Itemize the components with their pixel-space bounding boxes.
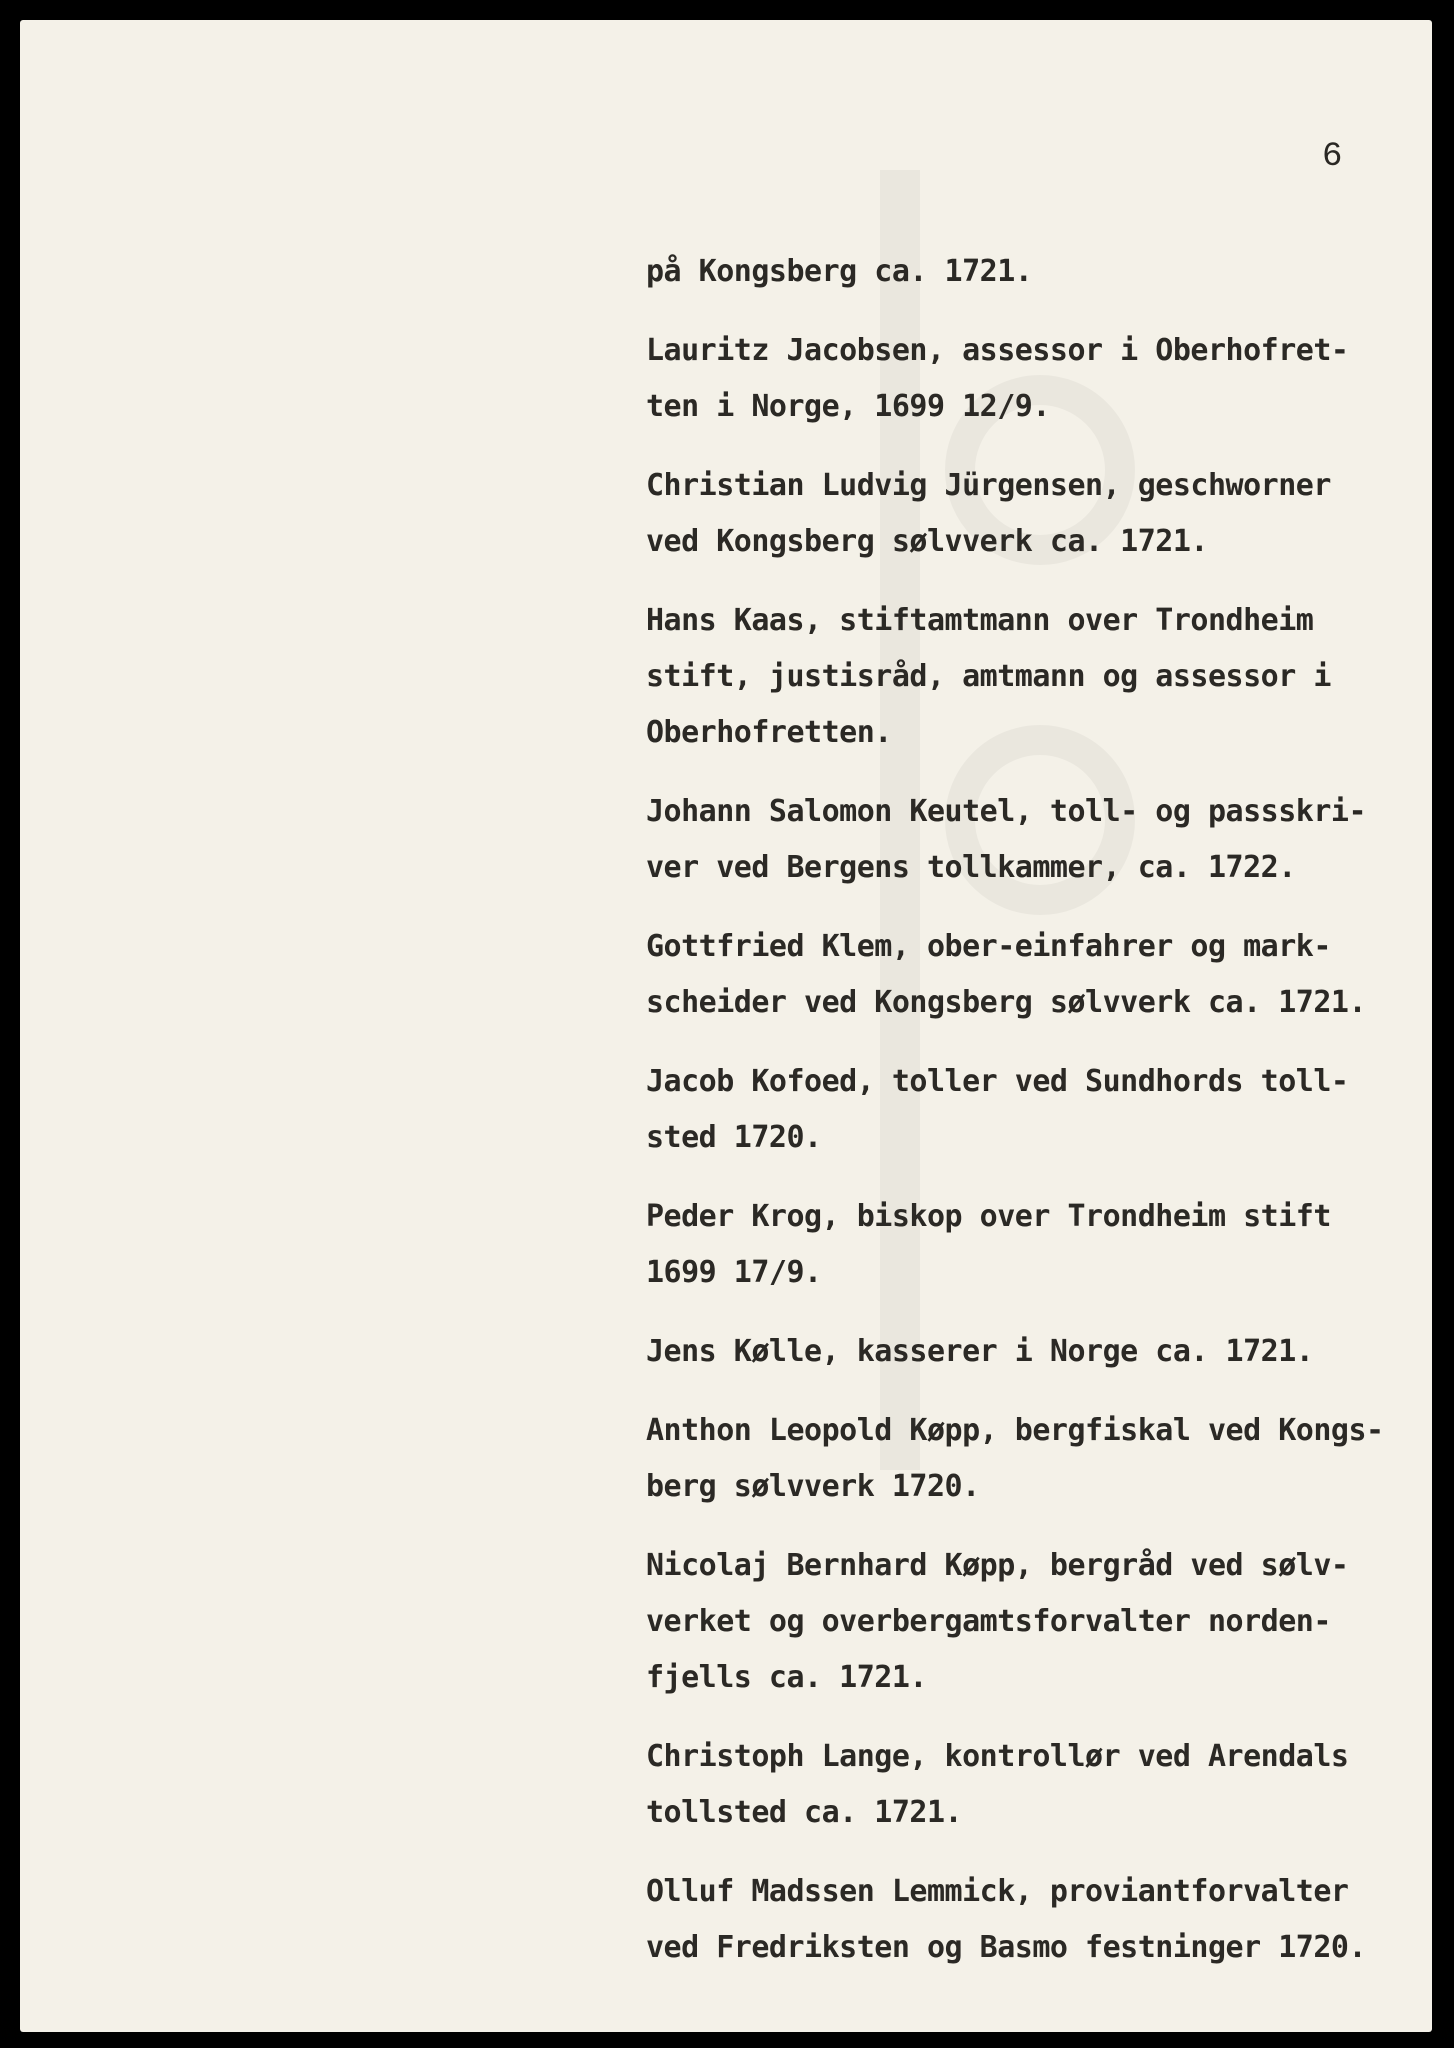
entry bbox=[646, 458, 1436, 570]
entry-line: Anthon Leopold Køpp, bergfiskal ved Kongs- bbox=[646, 1413, 1384, 1448]
entry-line: ten i Norge, 1699 12/9. bbox=[646, 389, 1050, 424]
entry-line: fjells ca. 1721. bbox=[646, 1660, 927, 1695]
entry bbox=[646, 1054, 1436, 1166]
entry bbox=[646, 919, 1436, 1031]
entry-line: tollsted ca. 1721. bbox=[646, 1795, 963, 1830]
entry-line: 1699 17/9. bbox=[646, 1255, 822, 1290]
entry-line: på Kongsberg ca. 1721. bbox=[646, 254, 1033, 289]
entry-line: Peder Krog, biskop over Trondheim stift bbox=[646, 1199, 1331, 1234]
entry-line: Hans Kaas, stiftamtmann over Trondheim bbox=[646, 603, 1314, 638]
entry bbox=[646, 593, 1436, 761]
entry-list bbox=[646, 244, 1436, 1999]
entry bbox=[646, 1864, 1436, 1976]
entry bbox=[646, 1538, 1436, 1706]
entry-line: scheider ved Kongsberg sølvverk ca. 1721. bbox=[646, 985, 1367, 1020]
entry-line: Gottfried Klem, ober-einfahrer og mark- bbox=[646, 929, 1331, 964]
entry-line: Johann Salomon Keutel, toll- og passskri- bbox=[646, 794, 1367, 829]
entry-line: ver ved Bergens tollkammer, ca. 1722. bbox=[646, 850, 1296, 885]
entry-line: Jens Kølle, kasserer i Norge ca. 1721. bbox=[646, 1334, 1314, 1369]
entry-line: Oberhofretten. bbox=[646, 715, 892, 750]
entry-line: berg sølvverk 1720. bbox=[646, 1469, 980, 1504]
entry-line: sted 1720. bbox=[646, 1120, 822, 1155]
entry-line: Nicolaj Bernhard Køpp, bergråd ved sølv- bbox=[646, 1548, 1349, 1583]
entry-line: stift, justisråd, amtmann og assessor i bbox=[646, 659, 1331, 694]
entry-line: Christian Ludvig Jürgensen, geschworner bbox=[646, 468, 1331, 503]
entry-line: ved Kongsberg sølvverk ca. 1721. bbox=[646, 524, 1208, 559]
entry bbox=[646, 1324, 1436, 1380]
document-page bbox=[20, 20, 1432, 2032]
entry-line: Olluf Madssen Lemmick, proviantforvalter bbox=[646, 1874, 1349, 1909]
entry bbox=[646, 1189, 1436, 1301]
entry bbox=[646, 244, 1436, 300]
entry-line: verket og overbergamtsforvalter norden- bbox=[646, 1604, 1331, 1639]
entry bbox=[646, 1729, 1436, 1841]
entry bbox=[646, 784, 1436, 896]
entry bbox=[646, 1403, 1436, 1515]
page-number: 6 bbox=[1322, 138, 1343, 176]
entry bbox=[646, 323, 1436, 435]
entry-line: Christoph Lange, kontrollør ved Arendals bbox=[646, 1739, 1349, 1774]
entry-line: ved Fredriksten og Basmo festninger 1720. bbox=[646, 1930, 1367, 1965]
entry-line: Jacob Kofoed, toller ved Sundhords toll- bbox=[646, 1064, 1349, 1099]
entry-line: Lauritz Jacobsen, assessor i Oberhofret- bbox=[646, 333, 1349, 368]
